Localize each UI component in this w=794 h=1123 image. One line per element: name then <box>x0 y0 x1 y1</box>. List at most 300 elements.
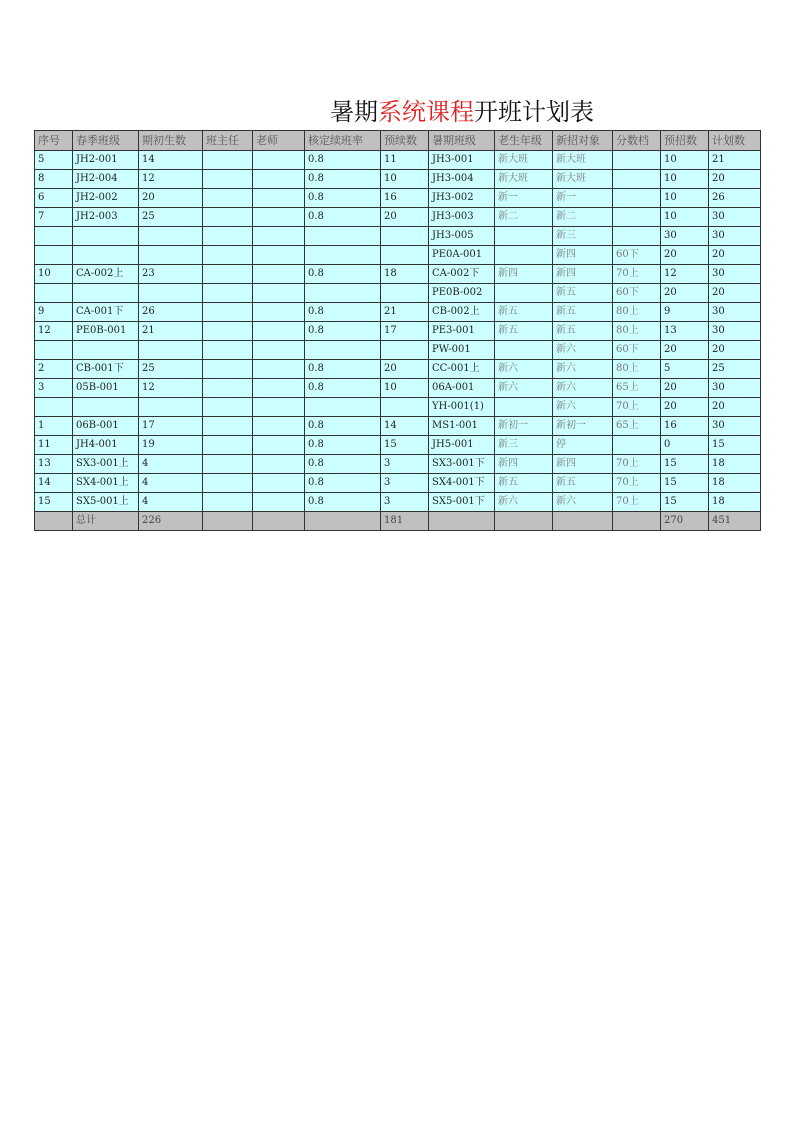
cell-pre-renewal: 10 <box>381 170 429 189</box>
cell-pre-renewal: 11 <box>381 151 429 170</box>
cell-new-target: 新六 <box>553 493 613 512</box>
cell-renewal-rate: 0.8 <box>305 189 381 208</box>
column-header-initial-students: 期初生数 <box>139 131 203 151</box>
cell-initial-students <box>139 246 203 265</box>
cell-initial-students <box>139 398 203 417</box>
cell-seq: 10 <box>35 265 73 284</box>
cell-new-target: 新三 <box>553 227 613 246</box>
cell-spring-class: JH2-004 <box>73 170 139 189</box>
cell-summer-class: CB-002上 <box>429 303 495 322</box>
cell-summer-class: JH3-002 <box>429 189 495 208</box>
cell-pre-enroll: 10 <box>661 151 709 170</box>
cell-plan-count: 25 <box>709 360 761 379</box>
cell-score-band: 80上 <box>613 322 661 341</box>
cell-pre-enroll: 5 <box>661 360 709 379</box>
cell-plan-count: 30 <box>709 303 761 322</box>
cell-spring-class <box>73 341 139 360</box>
total-cell-score-band <box>613 512 661 531</box>
table-row <box>35 170 761 189</box>
total-cell-spring-class: 总计 <box>73 512 139 531</box>
column-header-plan-count: 计划数 <box>709 131 761 151</box>
total-cell-seq <box>35 512 73 531</box>
cell-new-target: 新初一 <box>553 417 613 436</box>
cell-new-target: 新四 <box>553 455 613 474</box>
cell-new-target: 新大班 <box>553 151 613 170</box>
cell-pre-renewal <box>381 227 429 246</box>
total-cell-teacher <box>253 512 305 531</box>
cell-score-band: 70上 <box>613 455 661 474</box>
cell-initial-students: 26 <box>139 303 203 322</box>
cell-initial-students <box>139 284 203 303</box>
cell-summer-class: MS1-001 <box>429 417 495 436</box>
cell-pre-renewal <box>381 246 429 265</box>
cell-new-target: 新大班 <box>553 170 613 189</box>
title-part2-highlight: 系统课程 <box>378 98 474 126</box>
cell-plan-count: 20 <box>709 398 761 417</box>
cell-head-teacher <box>203 417 253 436</box>
cell-head-teacher <box>203 151 253 170</box>
table-row <box>35 398 761 417</box>
cell-spring-class: SX3-001上 <box>73 455 139 474</box>
total-cell-pre-renewal: 181 <box>381 512 429 531</box>
cell-spring-class: JH2-001 <box>73 151 139 170</box>
cell-seq <box>35 246 73 265</box>
cell-old-grade: 新五 <box>495 303 553 322</box>
cell-pre-renewal: 21 <box>381 303 429 322</box>
cell-pre-renewal: 3 <box>381 493 429 512</box>
cell-score-band: 60下 <box>613 246 661 265</box>
cell-pre-enroll: 12 <box>661 265 709 284</box>
cell-teacher <box>253 227 305 246</box>
column-header-spring-class: 春季班级 <box>73 131 139 151</box>
cell-score-band <box>613 189 661 208</box>
cell-initial-students: 12 <box>139 379 203 398</box>
total-cell-pre-enroll: 270 <box>661 512 709 531</box>
cell-teacher <box>253 170 305 189</box>
cell-pre-enroll: 30 <box>661 227 709 246</box>
table-row <box>35 208 761 227</box>
cell-renewal-rate <box>305 246 381 265</box>
cell-pre-renewal: 16 <box>381 189 429 208</box>
cell-teacher <box>253 208 305 227</box>
total-cell-old-grade <box>495 512 553 531</box>
cell-score-band: 65上 <box>613 417 661 436</box>
cell-plan-count: 21 <box>709 151 761 170</box>
cell-initial-students: 12 <box>139 170 203 189</box>
cell-teacher <box>253 151 305 170</box>
cell-summer-class: SX4-001下 <box>429 474 495 493</box>
cell-old-grade: 新大班 <box>495 170 553 189</box>
cell-head-teacher <box>203 341 253 360</box>
page-title <box>330 96 690 128</box>
cell-renewal-rate: 0.8 <box>305 170 381 189</box>
cell-seq: 8 <box>35 170 73 189</box>
cell-pre-enroll: 15 <box>661 474 709 493</box>
cell-pre-enroll: 13 <box>661 322 709 341</box>
cell-spring-class: JH4-001 <box>73 436 139 455</box>
cell-head-teacher <box>203 246 253 265</box>
cell-spring-class: CB-001下 <box>73 360 139 379</box>
cell-seq: 5 <box>35 151 73 170</box>
cell-old-grade: 新二 <box>495 208 553 227</box>
cell-teacher <box>253 474 305 493</box>
cell-renewal-rate <box>305 398 381 417</box>
cell-teacher <box>253 246 305 265</box>
cell-spring-class <box>73 284 139 303</box>
cell-pre-enroll: 20 <box>661 341 709 360</box>
cell-renewal-rate: 0.8 <box>305 303 381 322</box>
cell-pre-enroll: 10 <box>661 189 709 208</box>
cell-old-grade: 新六 <box>495 379 553 398</box>
cell-initial-students: 19 <box>139 436 203 455</box>
table-row <box>35 246 761 265</box>
cell-pre-enroll: 20 <box>661 284 709 303</box>
cell-teacher <box>253 284 305 303</box>
cell-old-grade: 新一 <box>495 189 553 208</box>
cell-pre-renewal: 10 <box>381 379 429 398</box>
column-header-summer-class: 暑期班级 <box>429 131 495 151</box>
cell-spring-class: JH2-003 <box>73 208 139 227</box>
cell-spring-class: SX4-001上 <box>73 474 139 493</box>
cell-renewal-rate: 0.8 <box>305 436 381 455</box>
cell-head-teacher <box>203 227 253 246</box>
table-row <box>35 151 761 170</box>
cell-summer-class: PE0B-002 <box>429 284 495 303</box>
cell-plan-count: 30 <box>709 322 761 341</box>
cell-renewal-rate: 0.8 <box>305 474 381 493</box>
total-cell-renewal-rate <box>305 512 381 531</box>
cell-summer-class: JH5-001 <box>429 436 495 455</box>
cell-score-band: 70上 <box>613 265 661 284</box>
cell-new-target: 新六 <box>553 360 613 379</box>
cell-initial-students: 4 <box>139 493 203 512</box>
cell-pre-renewal <box>381 341 429 360</box>
cell-spring-class: 05B-001 <box>73 379 139 398</box>
cell-teacher <box>253 341 305 360</box>
column-header-pre-enroll: 预招数 <box>661 131 709 151</box>
cell-pre-renewal: 20 <box>381 208 429 227</box>
cell-seq: 14 <box>35 474 73 493</box>
cell-old-grade: 新四 <box>495 455 553 474</box>
cell-seq: 9 <box>35 303 73 322</box>
table-row <box>35 303 761 322</box>
table-row <box>35 417 761 436</box>
cell-spring-class: 06B-001 <box>73 417 139 436</box>
cell-pre-renewal: 3 <box>381 474 429 493</box>
cell-old-grade: 新六 <box>495 493 553 512</box>
cell-old-grade: 新四 <box>495 265 553 284</box>
cell-old-grade: 新初一 <box>495 417 553 436</box>
cell-head-teacher <box>203 322 253 341</box>
cell-pre-enroll: 20 <box>661 246 709 265</box>
cell-teacher <box>253 417 305 436</box>
cell-old-grade: 新三 <box>495 436 553 455</box>
column-header-head-teacher: 班主任 <box>203 131 253 151</box>
cell-head-teacher <box>203 189 253 208</box>
column-header-pre-renewal: 预续数 <box>381 131 429 151</box>
cell-score-band <box>613 208 661 227</box>
cell-teacher <box>253 398 305 417</box>
cell-plan-count: 20 <box>709 246 761 265</box>
cell-plan-count: 20 <box>709 341 761 360</box>
cell-score-band: 80上 <box>613 360 661 379</box>
cell-old-grade <box>495 227 553 246</box>
cell-old-grade <box>495 398 553 417</box>
cell-new-target: 新五 <box>553 474 613 493</box>
cell-teacher <box>253 379 305 398</box>
cell-new-target: 新四 <box>553 265 613 284</box>
cell-plan-count: 15 <box>709 436 761 455</box>
cell-head-teacher <box>203 379 253 398</box>
cell-plan-count: 18 <box>709 455 761 474</box>
cell-initial-students: 17 <box>139 417 203 436</box>
cell-spring-class: PE0B-001 <box>73 322 139 341</box>
cell-teacher <box>253 322 305 341</box>
cell-renewal-rate: 0.8 <box>305 417 381 436</box>
cell-seq <box>35 341 73 360</box>
cell-spring-class: CA-002上 <box>73 265 139 284</box>
cell-spring-class <box>73 398 139 417</box>
cell-teacher <box>253 436 305 455</box>
cell-pre-renewal: 14 <box>381 417 429 436</box>
total-cell-summer-class <box>429 512 495 531</box>
cell-renewal-rate <box>305 227 381 246</box>
cell-old-grade <box>495 341 553 360</box>
cell-seq: 7 <box>35 208 73 227</box>
cell-seq: 12 <box>35 322 73 341</box>
cell-initial-students <box>139 341 203 360</box>
column-header-old-grade: 老生年级 <box>495 131 553 151</box>
cell-summer-class: JH3-004 <box>429 170 495 189</box>
cell-old-grade <box>495 246 553 265</box>
cell-score-band: 70上 <box>613 474 661 493</box>
cell-renewal-rate: 0.8 <box>305 208 381 227</box>
cell-score-band <box>613 227 661 246</box>
cell-score-band: 70上 <box>613 493 661 512</box>
cell-pre-renewal: 3 <box>381 455 429 474</box>
cell-score-band: 70上 <box>613 398 661 417</box>
cell-score-band <box>613 436 661 455</box>
cell-teacher <box>253 303 305 322</box>
cell-new-target: 新四 <box>553 246 613 265</box>
cell-pre-enroll: 9 <box>661 303 709 322</box>
cell-teacher <box>253 455 305 474</box>
cell-summer-class: JH3-005 <box>429 227 495 246</box>
table-row <box>35 474 761 493</box>
cell-new-target: 新五 <box>553 284 613 303</box>
cell-plan-count: 20 <box>709 284 761 303</box>
cell-spring-class <box>73 227 139 246</box>
cell-new-target: 停 <box>553 436 613 455</box>
cell-summer-class: CC-001上 <box>429 360 495 379</box>
cell-pre-enroll: 20 <box>661 379 709 398</box>
cell-renewal-rate: 0.8 <box>305 265 381 284</box>
cell-renewal-rate <box>305 284 381 303</box>
cell-summer-class: PE0A-001 <box>429 246 495 265</box>
cell-teacher <box>253 360 305 379</box>
cell-summer-class: 06A-001 <box>429 379 495 398</box>
cell-old-grade: 新大班 <box>495 151 553 170</box>
cell-plan-count: 30 <box>709 417 761 436</box>
table-body <box>35 151 761 531</box>
cell-initial-students: 25 <box>139 360 203 379</box>
cell-head-teacher <box>203 474 253 493</box>
cell-new-target: 新六 <box>553 341 613 360</box>
cell-head-teacher <box>203 284 253 303</box>
cell-seq: 3 <box>35 379 73 398</box>
cell-score-band: 80上 <box>613 303 661 322</box>
total-row <box>35 512 761 531</box>
cell-plan-count: 30 <box>709 208 761 227</box>
cell-initial-students: 4 <box>139 455 203 474</box>
cell-renewal-rate: 0.8 <box>305 360 381 379</box>
total-cell-initial-students: 226 <box>139 512 203 531</box>
cell-seq: 13 <box>35 455 73 474</box>
cell-seq: 11 <box>35 436 73 455</box>
cell-head-teacher <box>203 208 253 227</box>
cell-pre-enroll: 16 <box>661 417 709 436</box>
cell-head-teacher <box>203 303 253 322</box>
cell-summer-class: JH3-003 <box>429 208 495 227</box>
table-row <box>35 284 761 303</box>
cell-new-target: 新五 <box>553 303 613 322</box>
cell-initial-students: 20 <box>139 189 203 208</box>
cell-head-teacher <box>203 398 253 417</box>
cell-initial-students: 23 <box>139 265 203 284</box>
cell-initial-students: 21 <box>139 322 203 341</box>
column-header-teacher: 老师 <box>253 131 305 151</box>
cell-new-target: 新六 <box>553 398 613 417</box>
cell-score-band: 65上 <box>613 379 661 398</box>
cell-old-grade: 新五 <box>495 322 553 341</box>
cell-score-band <box>613 151 661 170</box>
cell-head-teacher <box>203 265 253 284</box>
cell-renewal-rate <box>305 341 381 360</box>
title-part1: 暑期 <box>330 98 378 126</box>
table-row <box>35 189 761 208</box>
cell-pre-enroll: 0 <box>661 436 709 455</box>
cell-initial-students: 25 <box>139 208 203 227</box>
cell-plan-count: 30 <box>709 227 761 246</box>
cell-old-grade: 新五 <box>495 474 553 493</box>
cell-summer-class: PE3-001 <box>429 322 495 341</box>
cell-score-band: 60下 <box>613 284 661 303</box>
cell-spring-class: SX5-001上 <box>73 493 139 512</box>
cell-teacher <box>253 189 305 208</box>
cell-old-grade: 新六 <box>495 360 553 379</box>
cell-score-band <box>613 170 661 189</box>
table-row <box>35 360 761 379</box>
cell-seq <box>35 227 73 246</box>
cell-plan-count: 18 <box>709 474 761 493</box>
cell-summer-class: YH-001(1) <box>429 398 495 417</box>
total-cell-plan-count: 451 <box>709 512 761 531</box>
table-row <box>35 265 761 284</box>
table-row <box>35 455 761 474</box>
cell-initial-students: 4 <box>139 474 203 493</box>
cell-summer-class: CA-002下 <box>429 265 495 284</box>
cell-pre-enroll: 10 <box>661 208 709 227</box>
cell-summer-class: SX3-001下 <box>429 455 495 474</box>
cell-pre-renewal: 17 <box>381 322 429 341</box>
cell-initial-students: 14 <box>139 151 203 170</box>
cell-pre-renewal: 15 <box>381 436 429 455</box>
cell-seq: 6 <box>35 189 73 208</box>
column-header-score-band: 分数档 <box>613 131 661 151</box>
cell-renewal-rate: 0.8 <box>305 493 381 512</box>
cell-old-grade <box>495 284 553 303</box>
table-row <box>35 436 761 455</box>
cell-pre-renewal <box>381 284 429 303</box>
cell-head-teacher <box>203 360 253 379</box>
table-row <box>35 322 761 341</box>
cell-seq <box>35 398 73 417</box>
cell-pre-renewal <box>381 398 429 417</box>
cell-summer-class: SX5-001下 <box>429 493 495 512</box>
cell-summer-class: JH3-001 <box>429 151 495 170</box>
cell-renewal-rate: 0.8 <box>305 151 381 170</box>
cell-head-teacher <box>203 436 253 455</box>
cell-plan-count: 26 <box>709 189 761 208</box>
title-part3: 开班计划表 <box>474 98 594 126</box>
total-cell-new-target <box>553 512 613 531</box>
cell-new-target: 新五 <box>553 322 613 341</box>
cell-renewal-rate: 0.8 <box>305 322 381 341</box>
cell-spring-class: CA-001下 <box>73 303 139 322</box>
cell-seq: 2 <box>35 360 73 379</box>
cell-pre-renewal: 20 <box>381 360 429 379</box>
cell-new-target: 新六 <box>553 379 613 398</box>
cell-spring-class: JH2-002 <box>73 189 139 208</box>
cell-pre-enroll: 15 <box>661 455 709 474</box>
cell-pre-enroll: 20 <box>661 398 709 417</box>
cell-plan-count: 30 <box>709 379 761 398</box>
cell-pre-enroll: 10 <box>661 170 709 189</box>
cell-pre-enroll: 15 <box>661 493 709 512</box>
cell-seq: 15 <box>35 493 73 512</box>
cell-new-target: 新一 <box>553 189 613 208</box>
cell-teacher <box>253 493 305 512</box>
cell-seq: 1 <box>35 417 73 436</box>
cell-head-teacher <box>203 455 253 474</box>
cell-pre-renewal: 18 <box>381 265 429 284</box>
table-row <box>35 379 761 398</box>
plan-table <box>34 130 761 531</box>
cell-teacher <box>253 265 305 284</box>
cell-spring-class <box>73 246 139 265</box>
cell-plan-count: 20 <box>709 170 761 189</box>
cell-renewal-rate: 0.8 <box>305 379 381 398</box>
table-row <box>35 341 761 360</box>
table-row <box>35 493 761 512</box>
cell-new-target: 新二 <box>553 208 613 227</box>
cell-head-teacher <box>203 493 253 512</box>
cell-renewal-rate: 0.8 <box>305 455 381 474</box>
cell-head-teacher <box>203 170 253 189</box>
cell-score-band: 60下 <box>613 341 661 360</box>
cell-summer-class: PW-001 <box>429 341 495 360</box>
column-header-renewal-rate: 核定续班率 <box>305 131 381 151</box>
cell-initial-students <box>139 227 203 246</box>
cell-seq <box>35 284 73 303</box>
column-header-new-target: 新招对象 <box>553 131 613 151</box>
table-row <box>35 227 761 246</box>
cell-plan-count: 30 <box>709 265 761 284</box>
total-cell-head-teacher <box>203 512 253 531</box>
header-row <box>35 131 761 151</box>
column-header-seq: 序号 <box>35 131 73 151</box>
cell-plan-count: 18 <box>709 493 761 512</box>
